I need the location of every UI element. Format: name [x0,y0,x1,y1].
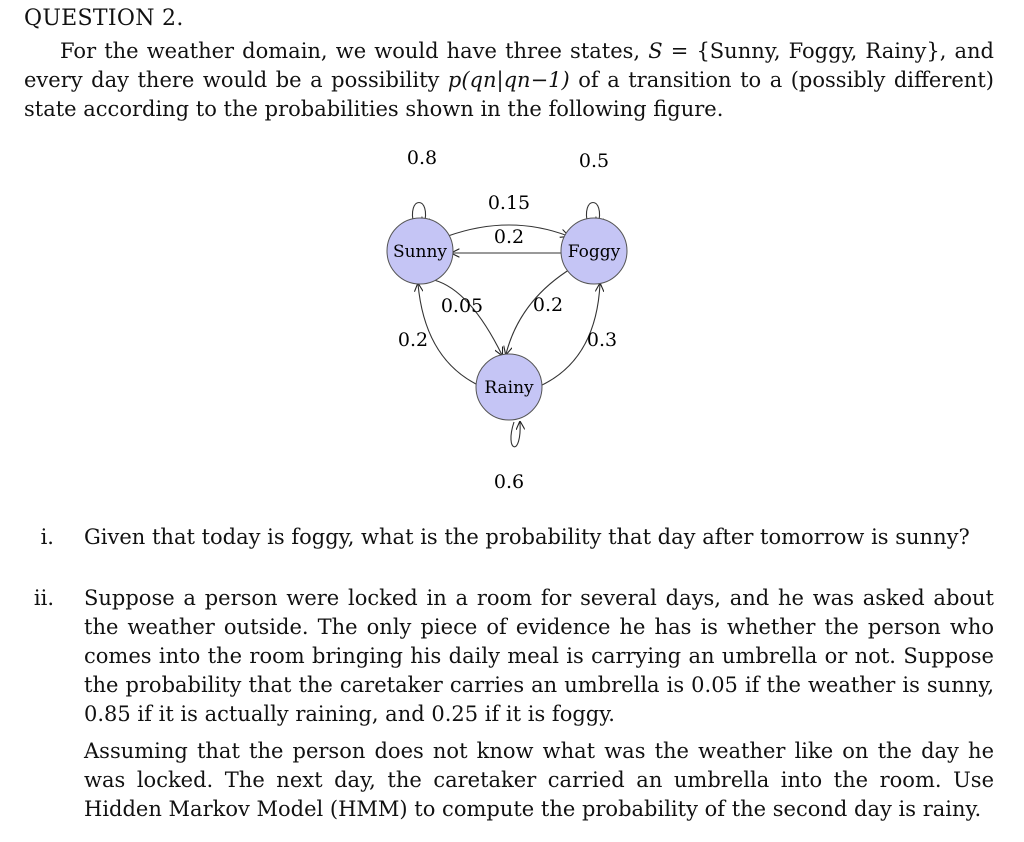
prob-foggy-to-rainy: 0.2 [532,294,564,316]
edge-sunny-to-rainy [434,280,502,355]
intro-text-1: For the weather domain, we would have three states, [60,39,641,63]
state-transition-diagram [370,140,650,500]
intro-text-2: of a transition to a (possibly different) state according to the probabilities shown in the following figure. [24,68,994,121]
question-i-text: Given that today is foggy, what is the probability that day after tomorrow is sunny? [84,525,970,549]
prob-sunny-self: 0.8 [406,147,438,169]
set-definition: {Sunny, Foggy, Rainy}, and every day there would be a possibility [24,39,994,92]
prob-sunny-to-rainy: 0.05 [440,295,484,317]
question-ii-number: ii. [33,586,54,610]
transition-probability: p(qn|qn−1) [447,68,570,92]
state-sunny-label: Sunny [392,242,448,262]
set-symbol: S [648,39,663,63]
question-heading: QUESTION 2. [24,6,184,31]
prob-sunny-to-foggy: 0.15 [487,192,531,214]
question-ii-text-2: Assuming that the person does not know what was the weather like on the day he was locked. The next day, the caretaker carried an umbrella into the room. Use Hidden Markov Model (HMM) to compute the probability of the second day is rainy. [84,739,994,821]
state-rainy-label: Rainy [484,378,534,398]
set-equals: = [670,39,689,63]
rainy-self-loop [511,422,520,447]
state-foggy-label: Foggy [567,242,621,262]
question-i [14,523,994,553]
intro-paragraph [24,37,994,124]
question-ii [14,584,994,824]
prob-foggy-to-sunny: 0.2 [493,226,525,248]
prob-rainy-to-foggy: 0.3 [586,329,618,351]
prob-foggy-self: 0.5 [578,150,610,172]
prob-rainy-self: 0.6 [493,471,525,493]
prob-rainy-to-sunny: 0.2 [397,329,429,351]
question-ii-text: Suppose a person were locked in a room for several days, and he was asked about the weather outside. The only piece of evidence he has is whether the person who comes into the room bringing his daily meal is carrying an umbrella or not. Suppose the probability that the caretaker carries an umbrella is 0.05 if the weather is sunny, 0.85 if it is actually raining, and 0.25 if it is foggy. [84,586,994,726]
question-i-number: i. [40,525,54,549]
